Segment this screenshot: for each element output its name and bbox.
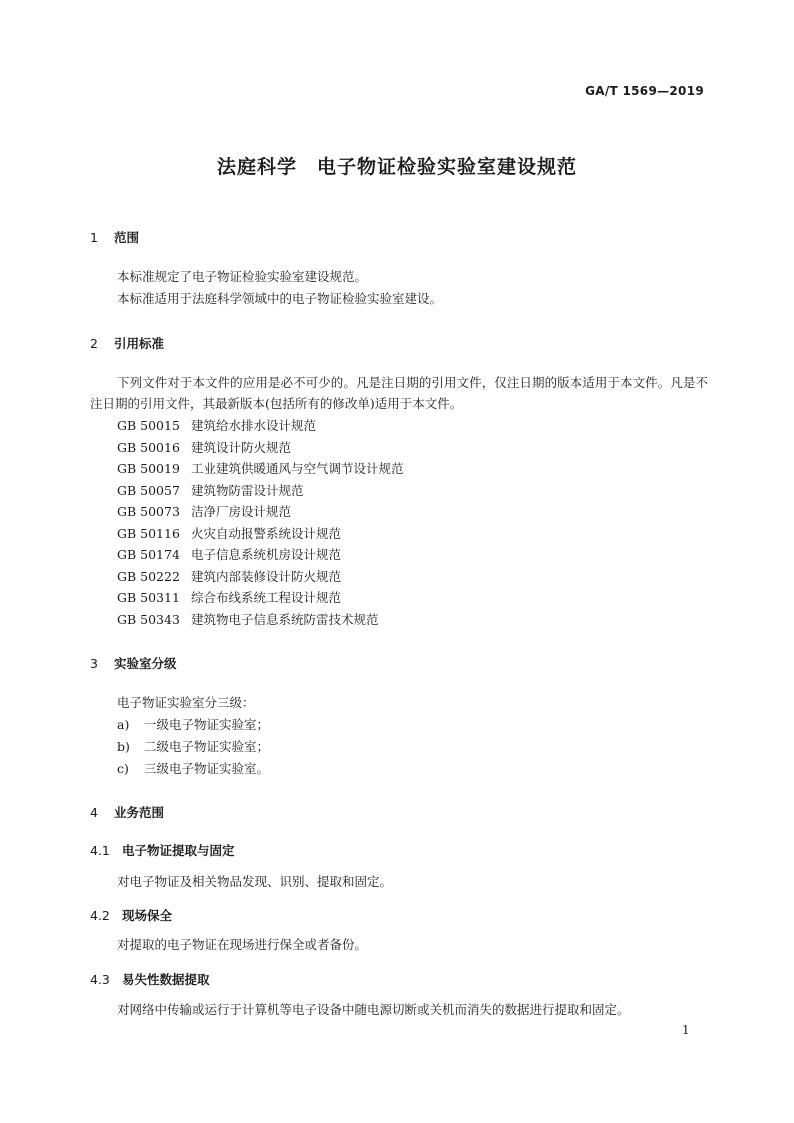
- section-heading-scope: [90, 228, 139, 246]
- section-number: 1: [90, 230, 98, 245]
- standard-code: GB 50174: [117, 547, 180, 562]
- standard-item: [117, 437, 291, 458]
- standard-name: 工业建筑供暖通风与空气调节设计规范: [191, 461, 404, 476]
- subsection-title: 现场保全: [122, 908, 173, 923]
- standard-item: [117, 458, 404, 479]
- paragraph: 对提取的电子物证在现场进行保全或者备份。: [117, 937, 368, 952]
- standard-name: 建筑给水排水设计规范: [191, 418, 317, 433]
- standard-code: GB 50019: [117, 461, 180, 476]
- section-number: 4: [90, 805, 98, 820]
- standard-item: [117, 480, 304, 501]
- standard-name: 综合布线系统工程设计规范: [191, 590, 342, 605]
- standard-name: 洁净厂房设计规范: [191, 504, 292, 519]
- standard-name: 建筑物电子信息系统防雷技术规范: [191, 612, 379, 627]
- standard-item: [117, 544, 341, 565]
- subsection-number: 4.3: [90, 972, 110, 987]
- section-number: 3: [90, 656, 98, 671]
- standard-item: [117, 609, 379, 630]
- standard-item: [117, 523, 341, 544]
- standard-code: GB 50015: [117, 418, 180, 433]
- list-text: 二级电子物证实验室；: [144, 739, 270, 754]
- document-code: GA/T 1569—2019: [585, 84, 704, 98]
- standard-code: GB 50222: [117, 569, 180, 584]
- list-marker: a): [117, 717, 130, 732]
- paragraph: 对网络中传输或运行于计算机等电子设备中随电源切断或关机而消失的数据进行提取和固定。: [117, 1002, 630, 1017]
- list-marker: b): [117, 739, 130, 754]
- document-title: 法庭科学 电子物证检验实验室建设规范: [216, 156, 577, 178]
- section-number: 2: [90, 336, 98, 351]
- standard-code: GB 50343: [117, 612, 180, 627]
- list-text: 三级电子物证实验室。: [144, 761, 270, 776]
- page-number: 1: [682, 1023, 690, 1037]
- standard-code: GB 50116: [117, 526, 180, 541]
- section-title: 业务范围: [114, 805, 165, 820]
- paragraph: 电子物证实验室分三级：: [117, 695, 255, 710]
- subsection-number: 4.1: [90, 843, 110, 858]
- section-title: 实验室分级: [114, 656, 177, 671]
- subsection-heading: [90, 906, 172, 924]
- standard-item: [117, 566, 341, 587]
- standard-name: 建筑物防雷设计规范: [191, 483, 304, 498]
- subsection-title: 电子物证提取与固定: [122, 843, 235, 858]
- section-title: 范围: [114, 230, 140, 245]
- standard-name: 火灾自动报警系统设计规范: [191, 526, 342, 541]
- list-item: [117, 714, 269, 735]
- section-heading-business-scope: [90, 803, 164, 821]
- paragraph: 本标准适用于法庭科学领域中的电子物证检验实验室建设。: [117, 291, 443, 306]
- paragraph: 对电子物证及相关物品发现、识别、提取和固定。: [117, 874, 393, 889]
- standard-item: [117, 501, 291, 522]
- section-heading-lab-classes: [90, 654, 177, 672]
- subsection-heading: [90, 970, 210, 988]
- paragraph: 本标准规定了电子物证检验实验室建设规范。: [117, 269, 368, 284]
- section-title: 引用标准: [114, 336, 165, 351]
- list-marker: c): [117, 761, 129, 776]
- standard-code: GB 50311: [117, 590, 180, 605]
- list-item: [117, 736, 269, 757]
- subsection-number: 4.2: [90, 908, 110, 923]
- standard-name: 电子信息系统机房设计规范: [191, 547, 342, 562]
- subsection-title: 易失性数据提取: [122, 972, 210, 987]
- standard-code: GB 50057: [117, 483, 180, 498]
- section-heading-references: [90, 334, 164, 352]
- list-text: 一级电子物证实验室；: [144, 717, 270, 732]
- standard-item: [117, 415, 316, 436]
- standard-code: GB 50016: [117, 440, 180, 455]
- standard-code: GB 50073: [117, 504, 180, 519]
- standard-name: 建筑内部装修设计防火规范: [191, 569, 342, 584]
- subsection-heading: [90, 841, 235, 859]
- list-item: [117, 758, 269, 779]
- standard-name: 建筑设计防火规范: [191, 440, 292, 455]
- standard-item: [117, 587, 341, 608]
- references-intro: 下列文件对于本文件的应用是必不可少的。凡是注日期的引用文件，仅注日期的版本适用于本文件。凡是不注日期的引用文件，其最新版本(包括所有的修改单)适用于本文件。: [90, 375, 708, 411]
